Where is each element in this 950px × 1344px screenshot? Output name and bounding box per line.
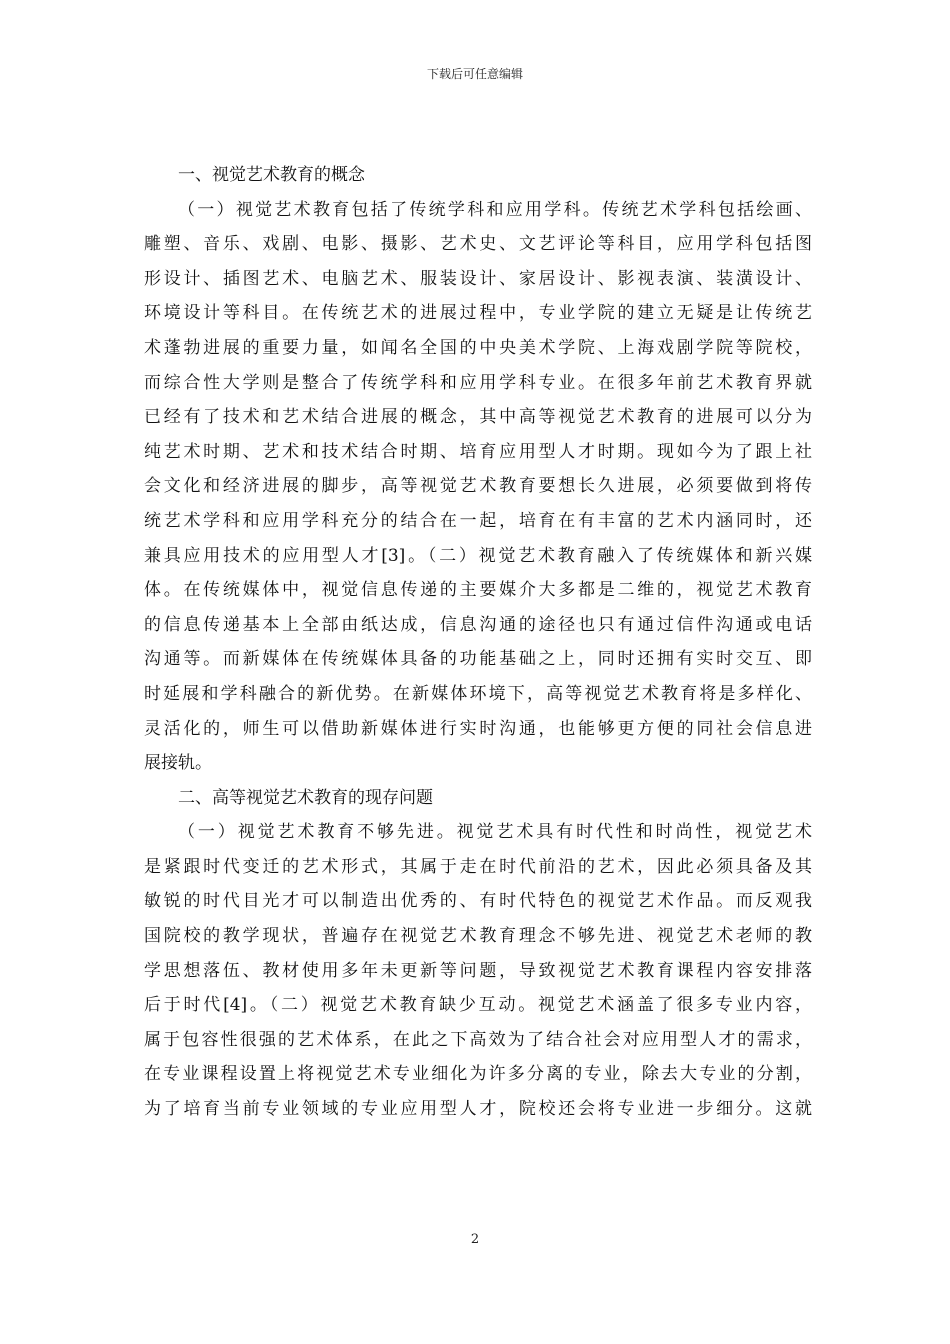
section-heading-1: 一、视觉艺术教育的概念 xyxy=(178,165,365,185)
paragraph-line: 形设计、插图艺术、电脑艺术、服装设计、家居设计、影视表演、装潢设计、 xyxy=(144,268,812,289)
paragraph-line: 时延展和学科融合的新优势。在新媒体环境下，高等视觉艺术教育将是多样化、 xyxy=(144,683,812,704)
paragraph-line: 已经有了技术和艺术结合进展的概念，其中高等视觉艺术教育的进展可以分为 xyxy=(144,407,812,428)
paragraph-line: （一）视觉艺术教育不够先进。视觉艺术具有时代性和时尚性，视觉艺术 xyxy=(178,822,812,843)
paragraph-line: 而综合性大学则是整合了传统学科和应用学科专业。在很多年前艺术教育界就 xyxy=(144,372,812,393)
section-heading-2: 二、高等视觉艺术教育的现存问题 xyxy=(178,787,433,808)
paragraph-line: 统艺术学科和应用学科充分的结合在一起，培育在有丰富的艺术内涵同时，还 xyxy=(144,510,812,531)
document-body xyxy=(144,158,812,1127)
paragraph-line: 学思想落伍、教材使用多年未更新等问题，导致视觉艺术教育课程内容安排落 xyxy=(144,960,812,981)
paragraph-line: 在专业课程设置上将视觉艺术专业细化为许多分离的专业，除去大专业的分割， xyxy=(144,1064,812,1085)
paragraph-line: 环境设计等科目。在传统艺术的进展过程中，专业学院的建立无疑是让传统艺 xyxy=(144,303,812,324)
paragraph-line: 沟通等。而新媒体在传统媒体具备的功能基础之上，同时还拥有实时交互、即 xyxy=(144,649,812,670)
paragraph-line: 纯艺术时期、艺术和技术结合时期、培育应用型人才时期。现如今为了跟上社 xyxy=(144,441,812,462)
paragraph-line: 为了培育当前专业领域的专业应用型人才，院校还会将专业进一步细分。这就 xyxy=(144,1099,812,1120)
paragraph-line: 术蓬勃进展的重要力量，如闻名全国的中央美术学院、上海戏剧学院等院校， xyxy=(144,337,812,358)
paragraph-line: 雕塑、音乐、戏剧、电影、摄影、艺术史、文艺评论等科目，应用学科包括图 xyxy=(144,234,812,255)
paragraph-line: 敏锐的时代目光才可以制造出优秀的、有时代特色的视觉艺术作品。而反观我 xyxy=(144,891,812,912)
paragraph-line: 兼具应用技术的应用型人才[3]。（二）视觉艺术教育融入了传统媒体和新兴媒 xyxy=(144,545,812,566)
paragraph-line: 灵活化的，师生可以借助新媒体进行实时沟通，也能够更方便的同社会信息进 xyxy=(144,718,812,739)
paragraph-line: 体。在传统媒体中，视觉信息传递的主要媒介大多都是二维的，视觉艺术教育 xyxy=(144,580,812,601)
page-number: 2 xyxy=(470,1232,480,1247)
paragraph-line: （一）视觉艺术教育包括了传统学科和应用学科。传统艺术学科包括绘画、 xyxy=(178,199,812,220)
paragraph-line: 会文化和经济进展的脚步，高等视觉艺术教育要想长久进展，必须要做到将传 xyxy=(144,476,812,497)
paragraph-line: 展接轨。 xyxy=(144,753,212,774)
paragraph-line: 的信息传递基本上全部由纸达成，信息沟通的途径也只有通过信件沟通或电话 xyxy=(144,614,812,635)
paragraph-line: 国院校的教学现状，普遍存在视觉艺术教育理念不够先进、视觉艺术老师的教 xyxy=(144,926,812,947)
paragraph-line: 是紧跟时代变迁的艺术形式，其属于走在时代前沿的艺术，因此必须具备及其 xyxy=(144,856,812,877)
paragraph-line: 属于包容性很强的艺术体系，在此之下高效为了结合社会对应用型人才的需求， xyxy=(144,1029,812,1050)
page-header: 下载后可任意编辑 xyxy=(426,67,523,81)
paragraph-line: 后于时代[4]。（二）视觉艺术教育缺少互动。视觉艺术涵盖了很多专业内容， xyxy=(144,995,812,1016)
